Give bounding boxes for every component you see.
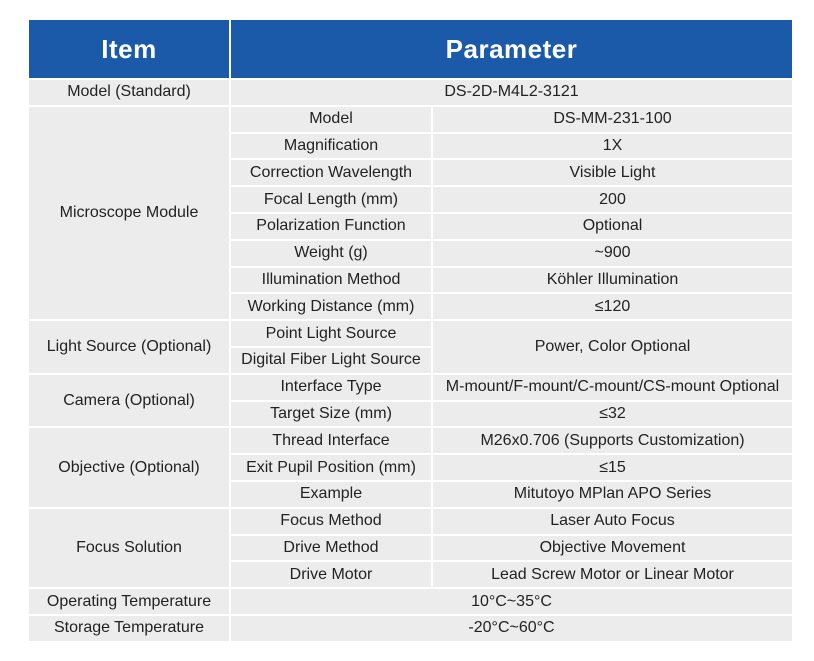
param-value: Power, Color Optional <box>433 321 792 373</box>
param-name: Thread Interface <box>231 428 431 453</box>
param-value: M-mount/F-mount/C-mount/CS-mount Optional <box>433 375 792 400</box>
table-row <box>29 321 792 346</box>
table-row <box>29 80 792 105</box>
param-value: ~900 <box>433 241 792 266</box>
row-label-model-standard: Model (Standard) <box>29 80 229 105</box>
group-label-camera: Camera (Optional) <box>29 375 229 427</box>
param-name: Exit Pupil Position (mm) <box>231 455 431 480</box>
param-name: Point Light Source <box>231 321 431 346</box>
param-value: ≤15 <box>433 455 792 480</box>
group-label-focus: Focus Solution <box>29 509 229 587</box>
param-value: Laser Auto Focus <box>433 509 792 534</box>
spec-table <box>27 18 794 643</box>
group-label-objective: Objective (Optional) <box>29 428 229 506</box>
row-label-storage-temperature: Storage Temperature <box>29 616 229 641</box>
param-name: Focus Method <box>231 509 431 534</box>
param-name: Illumination Method <box>231 268 431 293</box>
table-row <box>29 509 792 534</box>
param-value: M26x0.706 (Supports Customization) <box>433 428 792 453</box>
param-name: Target Size (mm) <box>231 402 431 427</box>
value-model-standard: DS-2D-M4L2-3121 <box>231 80 792 105</box>
param-name: Working Distance (mm) <box>231 294 431 319</box>
table-row <box>29 616 792 641</box>
table-row <box>29 375 792 400</box>
param-name: Correction Wavelength <box>231 160 431 185</box>
param-value: DS-MM-231-100 <box>433 107 792 132</box>
param-name: Magnification <box>231 134 431 159</box>
param-name: Focal Length (mm) <box>231 187 431 212</box>
value-operating-temperature: 10°C~35°C <box>231 589 792 614</box>
param-value: Visible Light <box>433 160 792 185</box>
table-row <box>29 589 792 614</box>
header-row <box>29 20 792 78</box>
header-item: Item <box>29 20 229 78</box>
group-label-light-source: Light Source (Optional) <box>29 321 229 373</box>
param-name: Weight (g) <box>231 241 431 266</box>
param-value: Mitutoyo MPlan APO Series <box>433 482 792 507</box>
param-value: Köhler Illumination <box>433 268 792 293</box>
param-name: Digital Fiber Light Source <box>231 348 431 373</box>
param-name: Example <box>231 482 431 507</box>
param-value: 200 <box>433 187 792 212</box>
param-name: Polarization Function <box>231 214 431 239</box>
header-parameter: Parameter <box>231 20 792 78</box>
param-value: ≤32 <box>433 402 792 427</box>
group-label-microscope: Microscope Module <box>29 107 229 319</box>
param-value: Objective Movement <box>433 536 792 561</box>
param-value: Optional <box>433 214 792 239</box>
param-name: Interface Type <box>231 375 431 400</box>
value-storage-temperature: -20°C~60°C <box>231 616 792 641</box>
param-value: ≤120 <box>433 294 792 319</box>
table-row <box>29 107 792 132</box>
param-name: Drive Motor <box>231 562 431 587</box>
param-value: 1X <box>433 134 792 159</box>
table-row <box>29 428 792 453</box>
param-value: Lead Screw Motor or Linear Motor <box>433 562 792 587</box>
param-name: Drive Method <box>231 536 431 561</box>
param-name: Model <box>231 107 431 132</box>
row-label-operating-temperature: Operating Temperature <box>29 589 229 614</box>
